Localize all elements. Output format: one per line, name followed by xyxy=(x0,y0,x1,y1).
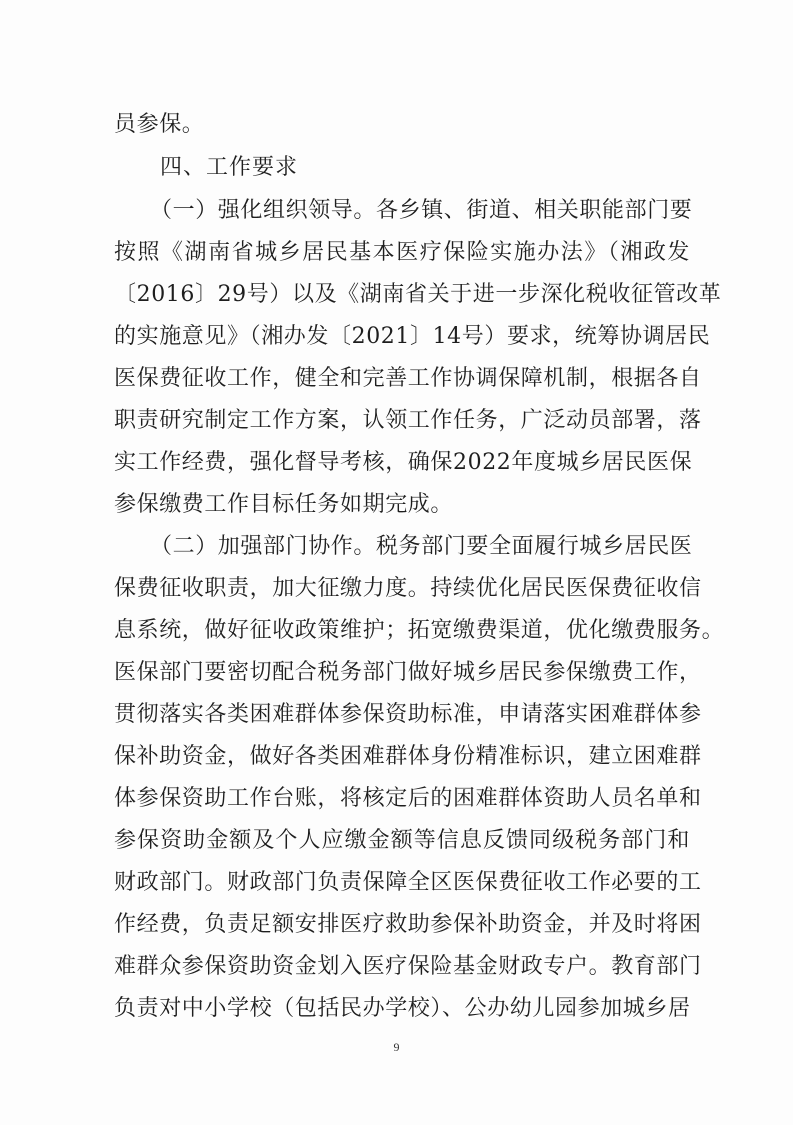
paragraph-line: （二）加强部门协作。税务部门要全面履行城乡居民医 xyxy=(150,534,693,559)
paragraph-line: （一）强化组织领导。各乡镇、街道、相关职能部门要 xyxy=(150,198,693,223)
paragraph-line: 保补助资金，做好各类困难群体身份精准标识，建立困难群 xyxy=(114,744,702,769)
paragraph-line: 医保费征收工作，健全和完善工作协调保障机制，根据各自 xyxy=(114,366,702,391)
paragraph-line: 的实施意见》（湘办发〔2021〕14号）要求，统筹协调居民 xyxy=(114,324,711,349)
paragraph-line: 职责研究制定工作方案，认领工作任务，广泛动员部署，落 xyxy=(114,408,702,433)
page-number: 9 xyxy=(393,1040,400,1054)
text-line: 员参保。 xyxy=(114,112,205,137)
paragraph-line: 实工作经费，强化督导考核，确保2022年度城乡居民医保 xyxy=(114,450,693,475)
section-heading: 四、工作要求 xyxy=(160,155,299,180)
paragraph-line: 保费征收职责，加大征缴力度。持续优化居民医保费征收信 xyxy=(114,576,702,601)
paragraph-line: 〔2016〕29号）以及《湖南省关于进一步深化税收征管改革 xyxy=(114,282,722,307)
paragraph-line: 参保资助金额及个人应缴金额等信息反馈同级税务部门和 xyxy=(114,828,690,853)
paragraph-line: 参保缴费工作目标任务如期完成。 xyxy=(114,492,454,517)
paragraph-line: 难群众参保资助资金划入医疗保险基金财政专户。教育部门 xyxy=(114,954,702,979)
paragraph-line: 作经费，负责足额安排医疗救助参保补助资金，并及时将困 xyxy=(114,912,702,937)
paragraph-line: 按照《湖南省城乡居民基本医疗保险实施办法》（湘政发 xyxy=(114,240,690,265)
paragraph-line: 息系统，做好征收政策维护；拓宽缴费渠道，优化缴费服务。 xyxy=(114,618,725,643)
paragraph-line: 财政部门。财政部门负责保障全区医保费征收工作必要的工 xyxy=(114,870,702,895)
paragraph-line: 体参保资助工作台账，将核定后的困难群体资助人员名单和 xyxy=(114,786,702,811)
paragraph-line: 负责对中小学校（包括民办学校）、公办幼儿园参加城乡居 xyxy=(114,996,691,1021)
paragraph-line: 贯彻落实各类困难群体参保资助标准，申请落实困难群体参 xyxy=(114,702,702,727)
paragraph-line: 医保部门要密切配合税务部门做好城乡居民参保缴费工作， xyxy=(114,660,702,685)
